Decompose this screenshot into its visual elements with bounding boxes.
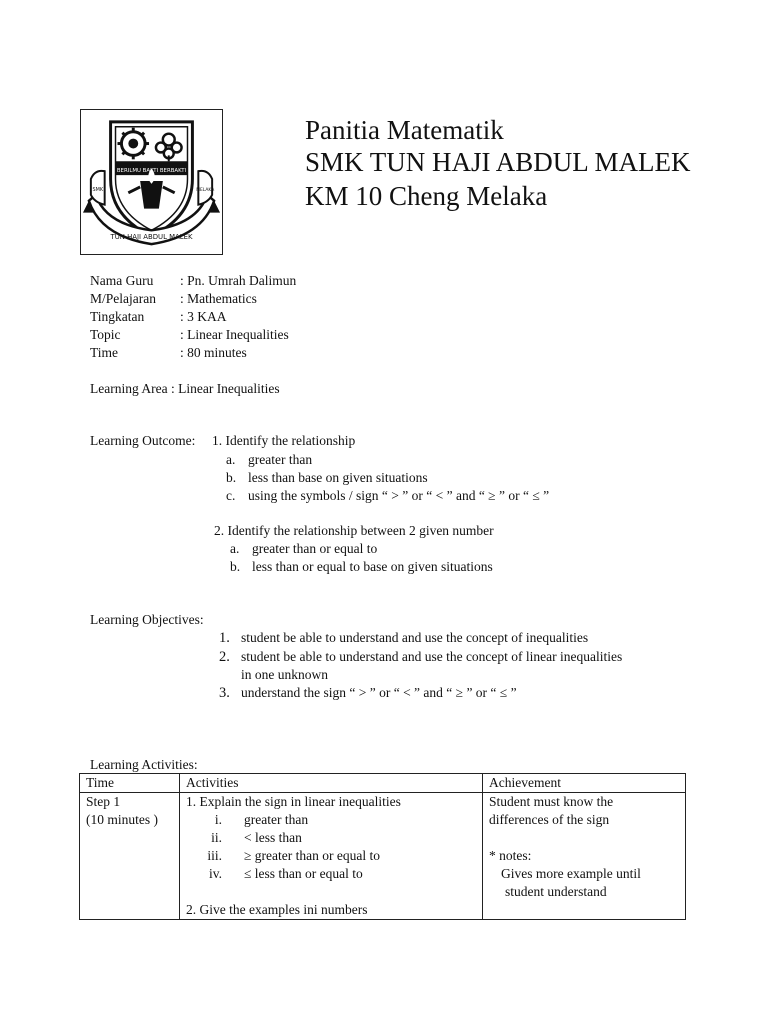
table-row bbox=[80, 793, 686, 920]
sub-text: ≤ less than or equal to bbox=[244, 866, 363, 881]
info-value-form: : 3 KAA bbox=[180, 309, 227, 324]
logo-bottom-text: TUN HAJI ABDUL MALEK bbox=[110, 233, 193, 242]
outcome-1b-marker: b. bbox=[226, 470, 237, 485]
info-label-form: Tingkatan bbox=[90, 309, 145, 324]
achievement-note-2: student understand bbox=[505, 884, 607, 899]
learning-activities-label: Learning Activities: bbox=[90, 757, 198, 772]
objective-1-number: 1. bbox=[219, 630, 230, 646]
achievement-line-2: differences of the sign bbox=[489, 812, 610, 827]
achievement-note-1: Gives more example until bbox=[501, 866, 641, 881]
outcome-1c-marker: c. bbox=[226, 488, 236, 503]
info-label-topic: Topic bbox=[90, 327, 121, 342]
info-label-teacher: Nama Guru bbox=[90, 273, 154, 288]
achievement-line-1: Student must know the bbox=[489, 794, 614, 809]
sub-number: iii. bbox=[207, 848, 222, 863]
outcome-1a-text: greater than bbox=[248, 452, 313, 467]
info-label-subject: M/Pelajaran bbox=[90, 291, 156, 306]
school-logo bbox=[80, 109, 223, 255]
header-activities: Activities bbox=[180, 774, 483, 793]
objective-2-continuation: in one unknown bbox=[241, 667, 328, 682]
outcome-2b-marker: b. bbox=[230, 559, 241, 574]
outcome-2b-text: less than or equal to base on given situations bbox=[252, 559, 493, 574]
outcome-2a-marker: a. bbox=[230, 541, 240, 556]
header-line-3: KM 10 Cheng Melaka bbox=[305, 181, 548, 211]
info-value-subject: : Mathematics bbox=[180, 291, 257, 306]
activity-2: 2. Give the examples ini numbers bbox=[186, 902, 368, 917]
learning-outcome-label: Learning Outcome: bbox=[90, 433, 196, 448]
learning-objectives-label: Learning Objectives: bbox=[90, 612, 204, 627]
objective-3-number: 3. bbox=[219, 685, 230, 701]
cell-time bbox=[80, 793, 180, 920]
sub-text: ≥ greater than or equal to bbox=[244, 848, 380, 863]
logo-right-text: MELAKA bbox=[196, 187, 215, 193]
step-duration: (10 minutes ) bbox=[86, 812, 158, 827]
header-time: Time bbox=[80, 774, 180, 793]
activity-1: 1. Explain the sign in linear inequalities bbox=[186, 794, 401, 809]
outcome-item-1: 1. Identify the relationship bbox=[212, 433, 356, 448]
sub-number: iv. bbox=[209, 866, 222, 881]
activity-sub-iv bbox=[186, 865, 476, 883]
learning-area: Learning Area : Linear Inequalities bbox=[90, 381, 280, 396]
outcome-1c-text: using the symbols / sign “ > ” or “ < ” and “ ≥ ” or “ ≤ ” bbox=[248, 488, 550, 503]
sub-number: i. bbox=[214, 812, 222, 827]
table-header-row bbox=[80, 774, 686, 793]
cell-activities bbox=[180, 793, 483, 920]
info-value-topic: : Linear Inequalities bbox=[180, 327, 289, 342]
activity-sub-ii bbox=[186, 829, 476, 847]
cell-achievement bbox=[483, 793, 686, 920]
activity-sub-i bbox=[186, 811, 476, 829]
objective-1-text: student be able to understand and use the concept of inequalities bbox=[241, 630, 589, 645]
outcome-1b-text: less than base on given situations bbox=[248, 470, 428, 485]
header-achievement: Achievement bbox=[483, 774, 686, 793]
sub-text: greater than bbox=[244, 812, 309, 827]
logo-left-text: SMK bbox=[92, 186, 104, 193]
outcome-item-2: 2. Identify the relationship between 2 given number bbox=[214, 523, 494, 538]
header-line-1: Panitia Matematik bbox=[305, 115, 504, 145]
achievement-notes-label: * notes: bbox=[489, 848, 532, 863]
objective-2-text: student be able to understand and use the concept of linear inequalities bbox=[241, 649, 623, 664]
header-line-2: SMK TUN HAJI ABDUL MALEK bbox=[305, 147, 691, 177]
info-label-time: Time bbox=[90, 345, 119, 360]
info-value-teacher: : Pn. Umrah Dalimun bbox=[180, 273, 297, 288]
objective-3-text: understand the sign “ > ” or “ < ” and “ ≥ ” or “ ≤ ” bbox=[241, 685, 517, 700]
logo-motto: BERILMU BAKTI BERBAKTI bbox=[116, 168, 187, 175]
objective-2-number: 2. bbox=[219, 649, 230, 665]
step-label: Step 1 bbox=[86, 794, 121, 809]
sub-number: ii. bbox=[211, 830, 222, 845]
outcome-2a-text: greater than or equal to bbox=[252, 541, 378, 556]
school-crest-icon bbox=[81, 110, 222, 254]
sub-text: < less than bbox=[244, 830, 302, 845]
activities-table bbox=[79, 773, 686, 920]
info-value-time: : 80 minutes bbox=[180, 345, 247, 360]
outcome-1a-marker: a. bbox=[226, 452, 236, 467]
activity-sub-iii bbox=[186, 847, 476, 865]
